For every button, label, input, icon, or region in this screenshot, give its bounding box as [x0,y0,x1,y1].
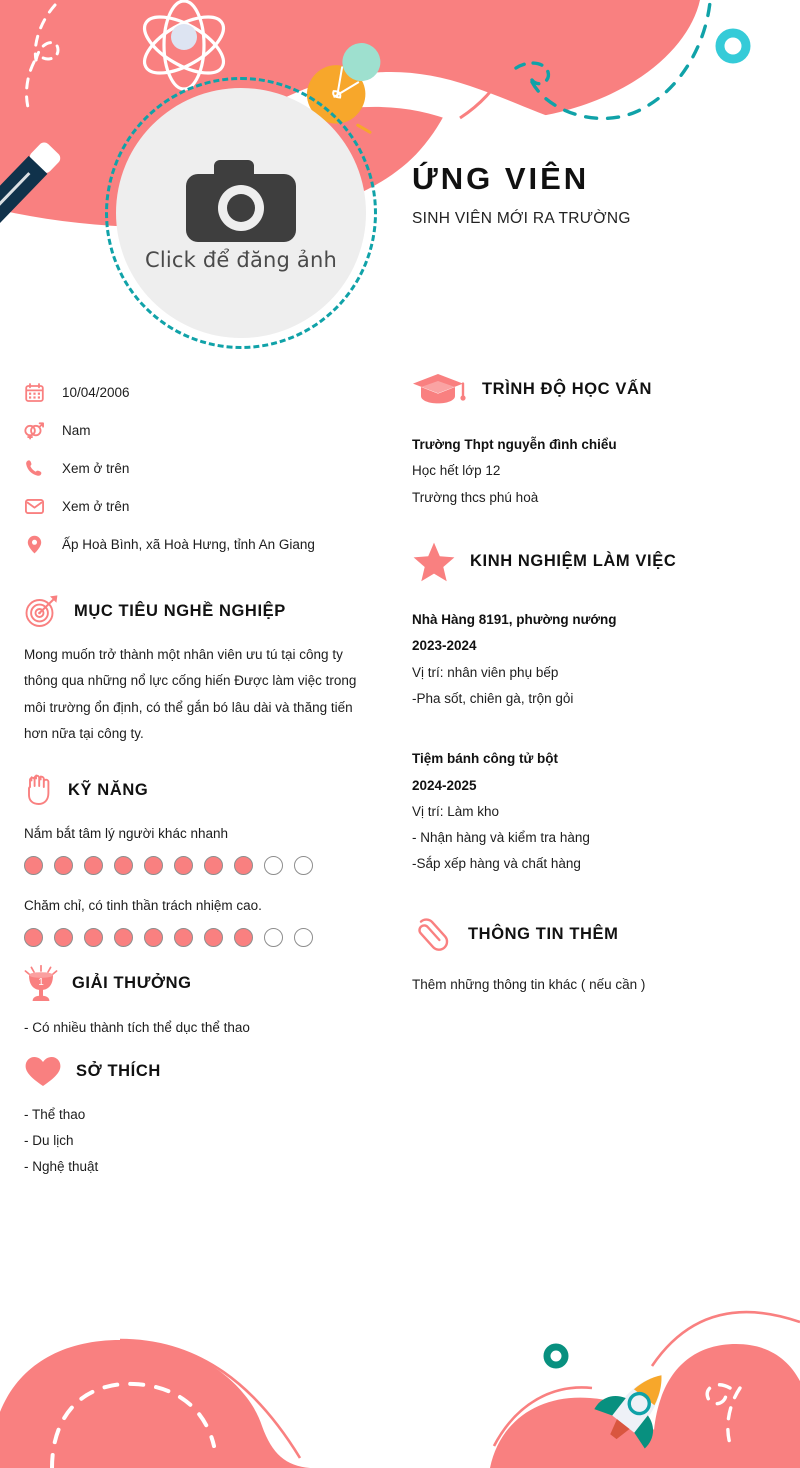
rating-dot[interactable] [264,856,283,875]
section-header [24,1055,369,1088]
skill-label: Nắm bắt tâm lý người khác nhanh [24,826,228,842]
gender-icon [24,420,44,440]
section-hobbies [24,1055,369,1181]
experience-detail: Vị trí: nhân viên phụ bếp [412,664,559,680]
experience-detail: -Pha sốt, chiên gà, trộn gỏi [412,690,574,706]
hobby-item: - Thể thao [24,1106,86,1122]
contact-value: Xem ở trên [62,461,130,476]
rating-dot[interactable] [114,928,133,947]
rating-dot[interactable] [114,856,133,875]
rating-dot[interactable] [204,856,223,875]
svg-text:1: 1 [38,976,44,988]
section-header [24,773,369,807]
rating-dot[interactable] [234,928,253,947]
graduation-cap-icon [412,372,468,406]
hand-icon [24,773,54,807]
section-title: TRÌNH ĐỘ HỌC VẤN [482,379,653,398]
skill-rating[interactable] [24,856,369,875]
skill-label: Chăm chỉ, có tinh thần trách nhiệm cao. [24,897,262,913]
rating-dot[interactable] [234,856,253,875]
section-title: SỞ THÍCH [76,1061,161,1080]
section-title: KỸ NĂNG [68,780,149,799]
section-body [24,1102,369,1181]
rating-dot[interactable] [294,856,313,875]
camera-icon [182,154,300,242]
section-title: GIẢI THƯỞNG [72,974,192,993]
rating-dot[interactable] [24,928,43,947]
rating-dot[interactable] [294,928,313,947]
skill-item [24,821,369,875]
section-header [24,594,369,628]
section-header [412,372,772,406]
contact-value: Xem ở trên [62,499,130,514]
rating-dot[interactable] [174,928,193,947]
experience-company: Tiệm bánh công tử bột [412,751,559,767]
rating-dot[interactable] [24,856,43,875]
contact-item-email[interactable] [24,492,369,530]
identity-block [412,162,631,228]
section-objective [24,594,369,747]
rating-dot[interactable] [84,928,103,947]
experience-entry [412,607,772,712]
section-skills [24,773,369,946]
right-column [412,372,772,998]
hobby-item: - Du lịch [24,1133,74,1149]
email-icon [24,496,44,516]
rating-dot[interactable] [204,928,223,947]
experience-detail: - Nhận hàng và kiểm tra hàng [412,830,590,846]
candidate-subtitle: SINH VIÊN MỚI RA TRƯỜNG [412,210,631,228]
heart-icon [24,1055,62,1088]
hobby-item: - Nghệ thuật [24,1159,99,1175]
footer-decoration [0,1198,800,1468]
photo-placeholder[interactable] [116,88,366,338]
experience-entry [412,746,772,878]
contact-item-address[interactable] [24,530,369,568]
section-education [412,372,772,511]
location-icon [24,534,44,554]
section-header [412,914,772,956]
experience-company: Nhà Hàng 8191, phường nướng [412,611,617,627]
section-header [412,541,772,583]
section-additional-info [412,914,772,998]
rating-dot[interactable] [144,928,163,947]
trophy-icon [24,965,58,1003]
contact-value: Nam [62,423,91,438]
additional-text: Thêm những thông tin khác ( nếu cần ) [412,976,646,992]
target-icon [24,594,60,628]
rating-dot[interactable] [54,928,73,947]
rating-dot[interactable] [54,856,73,875]
phone-icon [24,458,44,478]
candidate-name: ỨNG VIÊN [412,161,590,196]
star-icon [412,541,456,583]
calendar-icon [24,382,44,402]
section-title: THÔNG TIN THÊM [468,925,619,944]
award-item: - Có nhiều thành tích thể dục thể thao [24,1019,250,1035]
rating-dot[interactable] [264,928,283,947]
section-body [412,607,772,878]
experience-detail: Vị trí: Làm kho [412,803,500,819]
ring-circle-icon [547,1347,565,1365]
left-column [24,378,369,1181]
contact-value: Ấp Hoà Bình, xã Hoà Hưng, tỉnh An Giang [62,537,315,552]
section-title: KINH NGHIỆM LÀM VIỆC [470,552,677,571]
section-body [24,1015,369,1041]
experience-period: 2023-2024 [412,638,477,654]
contact-item-birthdate[interactable] [24,378,369,416]
education-entry [412,432,772,511]
contact-item-gender[interactable] [24,416,369,454]
photo-upload-label: Click để đăng ảnh [144,248,338,272]
rating-dot[interactable] [84,856,103,875]
section-awards [24,965,369,1041]
skill-item [24,893,369,947]
rating-dot[interactable] [144,856,163,875]
photo-upload[interactable] [105,77,377,349]
experience-period: 2024-2025 [412,777,477,793]
education-detail: Học hết lớp 12 [412,463,501,479]
contact-value: 10/04/2006 [62,385,130,400]
experience-detail: -Sắp xếp hàng và chất hàng [412,856,581,872]
skill-rating[interactable] [24,928,369,947]
education-detail: Trường thcs phú hoà [412,489,539,505]
section-header [24,965,369,1003]
section-title: MỤC TIÊU NGHỀ NGHIỆP [74,601,286,620]
section-body [24,642,369,747]
contact-list [24,378,369,568]
section-experience [412,541,772,878]
objective-text: Mong muốn trở thành một nhân viên ưu tú tại công ty thông qua những nổ lực cống hiến Được làm việc trong môi trường ổn định, có thể gắn bó lâu dài và thăng tiến hơn nữa tại công ty. [24,647,357,741]
section-body [412,972,772,998]
contact-item-phone[interactable] [24,454,369,492]
paperclip-icon [412,914,454,956]
education-school: Trường Thpt nguyễn đình chiểu [412,437,617,452]
section-body [24,821,369,946]
section-body [412,432,772,511]
rating-dot[interactable] [174,856,193,875]
